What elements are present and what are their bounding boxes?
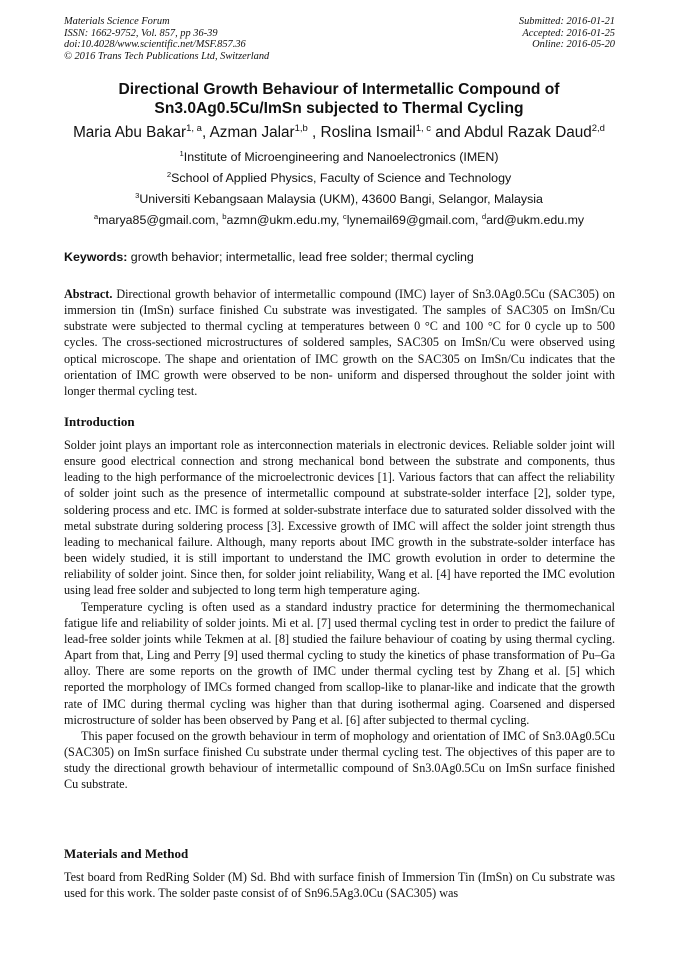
journal-doi: doi:10.4028/www.scientific.net/MSF.857.36: [64, 39, 246, 50]
abstract-label: Abstract.: [64, 287, 113, 301]
submitted-date: Submitted: 2016-01-21: [518, 16, 615, 27]
keywords-text: growth behavior; intermetallic, lead free solder; thermal cycling: [127, 250, 474, 264]
materials-body: [64, 869, 615, 901]
email-link[interactable]: marya85@gmail.com,: [98, 213, 223, 227]
keywords: [64, 250, 615, 265]
author-affiliation-mark: 1,b: [294, 122, 308, 134]
email-mark: a: [93, 211, 99, 221]
email-mark: d: [481, 211, 487, 221]
introduction-paragraph-3: This paper focused on the growth behaviour in term of mophology and orientation of IMC of Sn3.0Ag0.5Cu (SAC305) on ImSn surface finished Cu substrate under thermal cycling test. The objectives of this paper are to study the directional growth behaviour of intermetallic compound of Sn3.0Ag0.5Cu on ImSn surface finished Cu substrate.: [64, 728, 615, 792]
affiliation-3: [20, 192, 658, 207]
author-affiliation-mark: 2,d: [591, 122, 605, 134]
email-link[interactable]: azmn@ukm.edu.my,: [226, 213, 343, 227]
author-list: [20, 123, 658, 143]
journal-info: [64, 16, 269, 62]
email-mark: c: [342, 211, 347, 221]
email-link[interactable]: ard@ukm.edu.my: [486, 213, 585, 227]
introduction-body: [64, 437, 615, 792]
affiliation-mark: 1: [179, 148, 184, 158]
journal-copyright: © 2016 Trans Tech Publications Ltd, Switzerland: [64, 50, 270, 62]
online-date: Online: 2016-05-20: [532, 39, 615, 50]
submission-dates: [519, 16, 615, 51]
introduction-heading: Introduction: [64, 414, 135, 429]
author-name: , Roslina Ismail: [307, 124, 416, 141]
author-name: and Abdul Razak Daud: [431, 124, 592, 141]
affiliation-mark: 3: [135, 190, 140, 200]
accepted-date: Accepted: 2016-01-25: [522, 27, 615, 39]
abstract-text: Directional growth behavior of intermetallic compound (IMC) layer of Sn3.0Ag0.5Cu (SAC305) on immersion tin (ImSn) surface finished Cu substrate was investigated. The samples of SAC305 on ImSn/Cu substrate were subjected to thermal cycling at temperatures between 0 °C and 100 °C for 0 cycle up to 500 cycles. The cross-sectioned microstructures of soldered samples, SAC305 on ImSn/Cu were observed using optical microscope. The shape and orientation of IMC growth on the SAC305 on ImSn/Cu indicates that the orientation of IMC growth were observed to be non- uniform and dispersed throughout the solder joint with longer thermal cycling test.: [64, 287, 615, 398]
author-emails: [20, 213, 658, 228]
affiliation-text: School of Applied Physics, Faculty of Science and Technology: [171, 171, 512, 185]
affiliation-text: Institute of Microengineering and Nanoelectronics (IMEN): [183, 150, 499, 164]
author-name: Maria Abu Bakar: [73, 124, 187, 141]
keywords-label: Keywords:: [64, 250, 128, 264]
affiliation-mark: 2: [166, 169, 172, 179]
journal-header: [64, 16, 615, 66]
title-line-1: Directional Growth Behaviour of Intermetallic Compound of: [118, 81, 560, 98]
affiliation-1: [20, 150, 658, 165]
title-line-2: Sn3.0Ag0.5Cu/ImSn subjected to Thermal Cycling: [154, 100, 524, 117]
introduction-paragraph-2: Temperature cycling is often used as a standard industry practice for determining the thermomechanical fatigue life and reliability of solder joints. Mi et al. [7] used thermal cycling test in order to predict the failure of lead-free solder joints while Tekmen at al. [8] studied the failure behaviour of coating by using thermal cycling. Apart from that, Ling and Perry [9] used thermal cycling to study the kinetics of phase transformation of Pu–Ga alloy. There are some reports on the growth of IMC under thermal cycling test by Zhang et al. [5] which reported the morphology of IMCs formed changed from scallop-like to planar-like and indicate that the growth rate of IMC during thermal cycling was higher than that during isothermal aging. Coarsened and dispersed microstructure of solder has been observed by Pang et al. [6] after subjected to thermal cycling.: [64, 599, 615, 727]
affiliation-text: Universiti Kebangsaan Malaysia (UKM), 43600 Bangi, Selangor, Malaysia: [139, 192, 543, 206]
author-name: , Azman Jalar: [201, 124, 295, 141]
paper-title: [30, 80, 648, 118]
journal-issn: ISSN: 1662-9752, Vol. 857, pp 36-39: [64, 27, 218, 39]
materials-heading: Materials and Method: [64, 846, 189, 861]
email-mark: b: [222, 211, 227, 221]
abstract: [64, 286, 615, 399]
materials-paragraph-1: Test board from RedRing Solder (M) Sd. Bhd with surface finish of Immersion Tin (ImSn) on Cu substrate was used for this work. The solder paste consist of of Sn96.5Ag3.0Cu (SAC305) was: [64, 870, 615, 901]
email-link[interactable]: lynemail69@gmail.com,: [346, 213, 482, 227]
author-affiliation-mark: 1, a: [186, 122, 202, 134]
journal-name: Materials Science Forum: [64, 16, 170, 27]
introduction-paragraph-1: Solder joint plays an important role as interconnection materials in electronic devices. Reliable solder joint will ensure good electrical connection and strong mechanical bond between the substrate and components, thus leading to the high performance of the microelectronic devices [1]. Various factors that can affect the reliability of solder joint such as the presence of intermetallic compound at substrate-solder interface [2], solder type, soldering process and etc. IMC is formed at solder-substrate interface due to saturated solder dissolved with the metal substrate during soldering process [3]. Excessive growth of IMC will affect the solder joint strength thus leading to mechanical failure. Although, many reports about IMC growth in the substrate-solder interface has been widely studied, it is still important to understand the IMC growth evolution in order to determine the reliability of solder joint. Since then, for solder joint reliability, Wang et al. [4] have reported the IMC evolution using lead free solder and subjected to long term high temperature aging.: [64, 438, 615, 598]
author-affiliation-mark: 1, c: [415, 122, 432, 134]
affiliation-2: [20, 171, 658, 186]
